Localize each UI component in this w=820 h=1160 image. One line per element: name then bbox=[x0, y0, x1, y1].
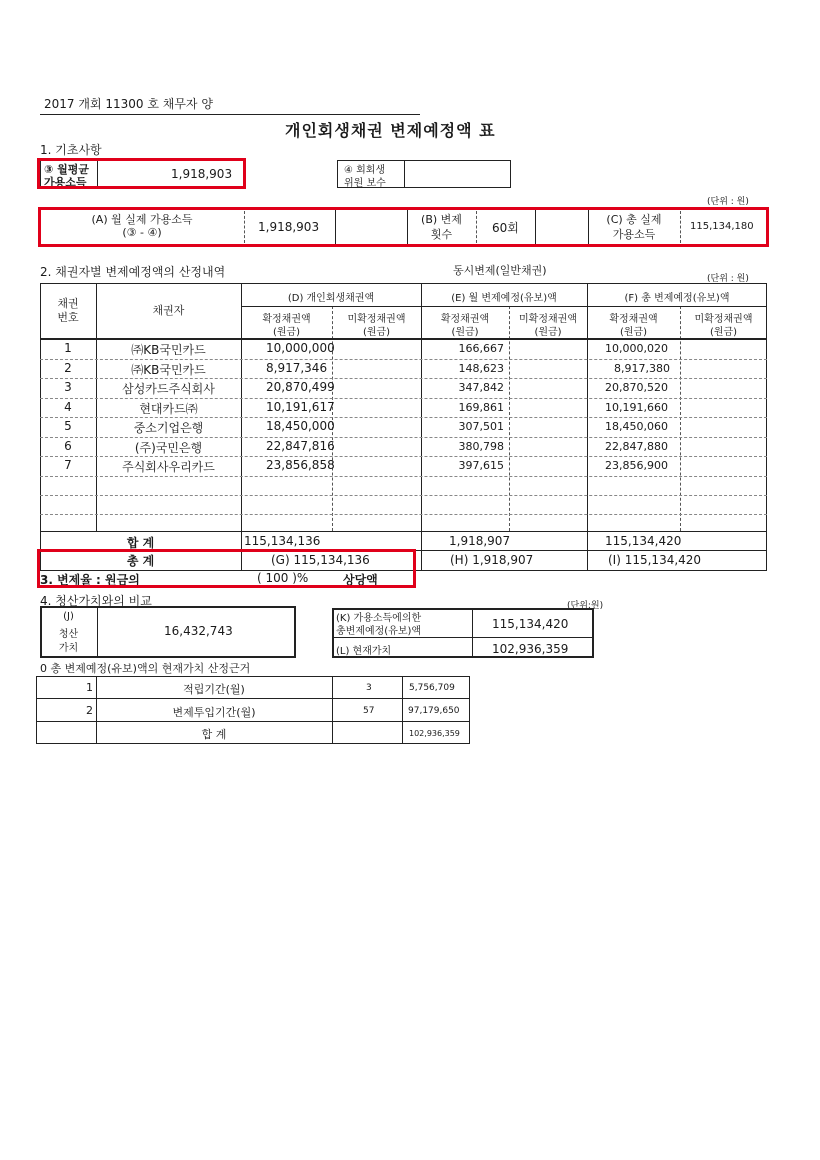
pv-sum-value: 102,936,359 bbox=[409, 729, 460, 738]
trustee-fee-label-1: ④ 회회생 bbox=[344, 165, 386, 176]
d-unfixed-2: (원금) bbox=[362, 327, 391, 338]
row-no: 7 bbox=[64, 458, 72, 472]
b-label-1: (B) 변제 bbox=[421, 213, 462, 226]
repay-rate-suffix: 상당액 bbox=[343, 573, 378, 587]
col-e: (E) 월 변제예정(유보)액 bbox=[451, 293, 557, 304]
pv-row-label: 변제투입기간(월) bbox=[172, 706, 256, 719]
a-label-1: (A) 월 실제 가용소득 bbox=[91, 213, 193, 226]
section-2-sub: 동시변제(일반채권) bbox=[453, 264, 547, 277]
total-h: (H) 1,918,907 bbox=[450, 553, 534, 567]
f-unfixed-2: (원금) bbox=[709, 327, 738, 338]
row-no: 1 bbox=[64, 341, 72, 355]
f-fixed-2: (원금) bbox=[619, 327, 648, 338]
unit-label-3: (단위:원) bbox=[567, 601, 604, 611]
row-d: 10,000,000 bbox=[266, 341, 335, 355]
c-value: 115,134,180 bbox=[690, 221, 754, 232]
trustee-fee-label-2: 위원 보수 bbox=[344, 178, 386, 189]
row-creditor: 중소기업은행 bbox=[133, 421, 204, 435]
k-label-2: 총변제예정(유보)액 bbox=[336, 626, 422, 637]
total-g: (G) 115,134,136 bbox=[271, 553, 370, 567]
a-value: 1,918,903 bbox=[258, 220, 320, 234]
row-no: 5 bbox=[64, 419, 72, 433]
row-creditor: ㈜KB국민카드 bbox=[131, 363, 206, 377]
row-creditor: 주식회사우리카드 bbox=[122, 460, 215, 474]
section-3-text: 3. 변제율 : 원금의 bbox=[40, 573, 140, 587]
e-fixed-1: 확정채권액 bbox=[440, 314, 490, 325]
sum-label: 합 계 bbox=[126, 536, 155, 550]
e-unfixed-2: (원금) bbox=[534, 327, 562, 338]
col-no-2: 번호 bbox=[57, 311, 79, 324]
row-e: 307,501 bbox=[458, 420, 504, 433]
d-fixed-2: (원금) bbox=[272, 327, 301, 338]
j-value: 16,432,743 bbox=[164, 624, 233, 638]
row-f: 10,191,660 bbox=[605, 401, 668, 414]
section-1-heading: 1. 기초사항 bbox=[40, 143, 102, 157]
e-unfixed-1: 미확정채권액 bbox=[519, 314, 577, 325]
row-d: 8,917,346 bbox=[266, 361, 328, 375]
sum-e: 1,918,907 bbox=[449, 534, 511, 548]
b-value: 60회 bbox=[492, 221, 519, 235]
col-d: (D) 개인회생채권액 bbox=[287, 293, 375, 304]
k-label-1: (K) 가용소득에의한 bbox=[336, 613, 422, 624]
highlight-monthly-avg bbox=[37, 158, 246, 189]
row-f: 23,856,900 bbox=[605, 459, 668, 472]
row-d: 22,847,816 bbox=[266, 439, 335, 453]
case-header: 2017 개회 11300 호 채무자 양 bbox=[44, 97, 213, 111]
row-creditor: 현대카드㈜ bbox=[139, 402, 198, 416]
unit-label-2: (단위 : 원) bbox=[707, 274, 749, 284]
l-value: 102,936,359 bbox=[492, 642, 569, 656]
row-no: 2 bbox=[64, 361, 72, 375]
row-creditor: (주)국민은행 bbox=[134, 441, 203, 455]
pv-sum-label: 합 계 bbox=[201, 728, 227, 741]
row-d: 20,870,499 bbox=[266, 380, 335, 394]
row-d: 10,191,617 bbox=[266, 400, 335, 414]
row-creditor: 삼성카드주식회사 bbox=[122, 382, 215, 396]
row-e: 148,623 bbox=[458, 362, 504, 375]
row-f: 22,847,880 bbox=[605, 440, 668, 453]
row-e: 347,842 bbox=[458, 381, 504, 394]
row-e: 380,798 bbox=[458, 440, 504, 453]
j-label-3: 가치 bbox=[58, 643, 79, 654]
f-unfixed-1: 미확정채권액 bbox=[694, 314, 753, 325]
col-creditor: 채권자 bbox=[152, 304, 185, 317]
page-title: 개인회생채권 변제예정액 표 bbox=[285, 121, 496, 140]
a-label-2: (③ - ④) bbox=[122, 226, 162, 239]
col-no-1: 채권 bbox=[57, 297, 79, 310]
monthly-avg-value: 1,918,903 bbox=[171, 167, 233, 181]
d-fixed-1: 확정채권액 bbox=[262, 314, 311, 325]
section-2-heading: 2. 채권자별 변제예정액의 산정내역 bbox=[40, 265, 226, 279]
total-i: (I) 115,134,420 bbox=[608, 553, 702, 567]
section-4-heading: 4. 청산가치와의 비교 bbox=[40, 594, 152, 608]
row-f: 20,870,520 bbox=[605, 381, 668, 394]
pv-row-no: 1 bbox=[86, 681, 93, 694]
sum-d: 115,134,136 bbox=[244, 534, 321, 548]
row-creditor: ㈜KB국민카드 bbox=[131, 343, 206, 357]
highlight-income-row bbox=[38, 207, 769, 247]
row-no: 4 bbox=[64, 400, 72, 414]
monthly-avg-label-2: 가용소득 bbox=[44, 176, 87, 189]
row-d: 18,450,000 bbox=[266, 419, 335, 433]
header-underline bbox=[40, 114, 420, 115]
highlight-total-rate bbox=[37, 549, 416, 588]
e-fixed-2: (원금) bbox=[451, 327, 479, 338]
row-e: 169,861 bbox=[458, 401, 504, 414]
pv-row-no: 2 bbox=[86, 704, 93, 717]
row-f: 10,000,020 bbox=[605, 342, 668, 355]
row-d: 23,856,858 bbox=[266, 458, 335, 472]
row-f: 8,917,380 bbox=[614, 362, 670, 375]
repay-rate: ( 100 )% bbox=[257, 571, 309, 585]
c-label-1: (C) 총 실제 bbox=[606, 213, 662, 226]
row-no: 3 bbox=[64, 380, 72, 394]
f-fixed-1: 확정채권액 bbox=[609, 314, 658, 325]
pv-row-months: 57 bbox=[363, 706, 375, 716]
row-e: 166,667 bbox=[458, 342, 504, 355]
row-no: 6 bbox=[64, 439, 72, 453]
k-value: 115,134,420 bbox=[492, 617, 569, 631]
col-f: (F) 총 변제예정(유보)액 bbox=[624, 293, 730, 304]
c-label-2: 가용소득 bbox=[612, 228, 656, 241]
d-unfixed-1: 미확정채권액 bbox=[347, 314, 406, 325]
unit-label-1: (단위 : 원) bbox=[707, 197, 749, 207]
pv-row-months: 3 bbox=[366, 683, 372, 693]
sum-f: 115,134,420 bbox=[605, 534, 682, 548]
pv-row-label: 적립기간(월) bbox=[183, 683, 245, 696]
j-label-2: 청산 bbox=[58, 629, 79, 640]
row-f: 18,450,060 bbox=[605, 420, 668, 433]
j-label-1: (J) bbox=[63, 611, 74, 622]
row-e: 397,615 bbox=[458, 459, 504, 472]
pv-row-value: 5,756,709 bbox=[409, 683, 455, 693]
pv-row-value: 97,179,650 bbox=[408, 706, 460, 716]
total-label: 총 계 bbox=[126, 554, 155, 568]
l-label: (L) 현재가치 bbox=[336, 646, 392, 657]
monthly-avg-label-1: ③ 월평균 bbox=[44, 163, 90, 176]
section-5-heading: 0 총 변제예정(유보)액의 현재가치 산정근거 bbox=[40, 662, 251, 675]
b-label-2: 횟수 bbox=[430, 228, 453, 241]
